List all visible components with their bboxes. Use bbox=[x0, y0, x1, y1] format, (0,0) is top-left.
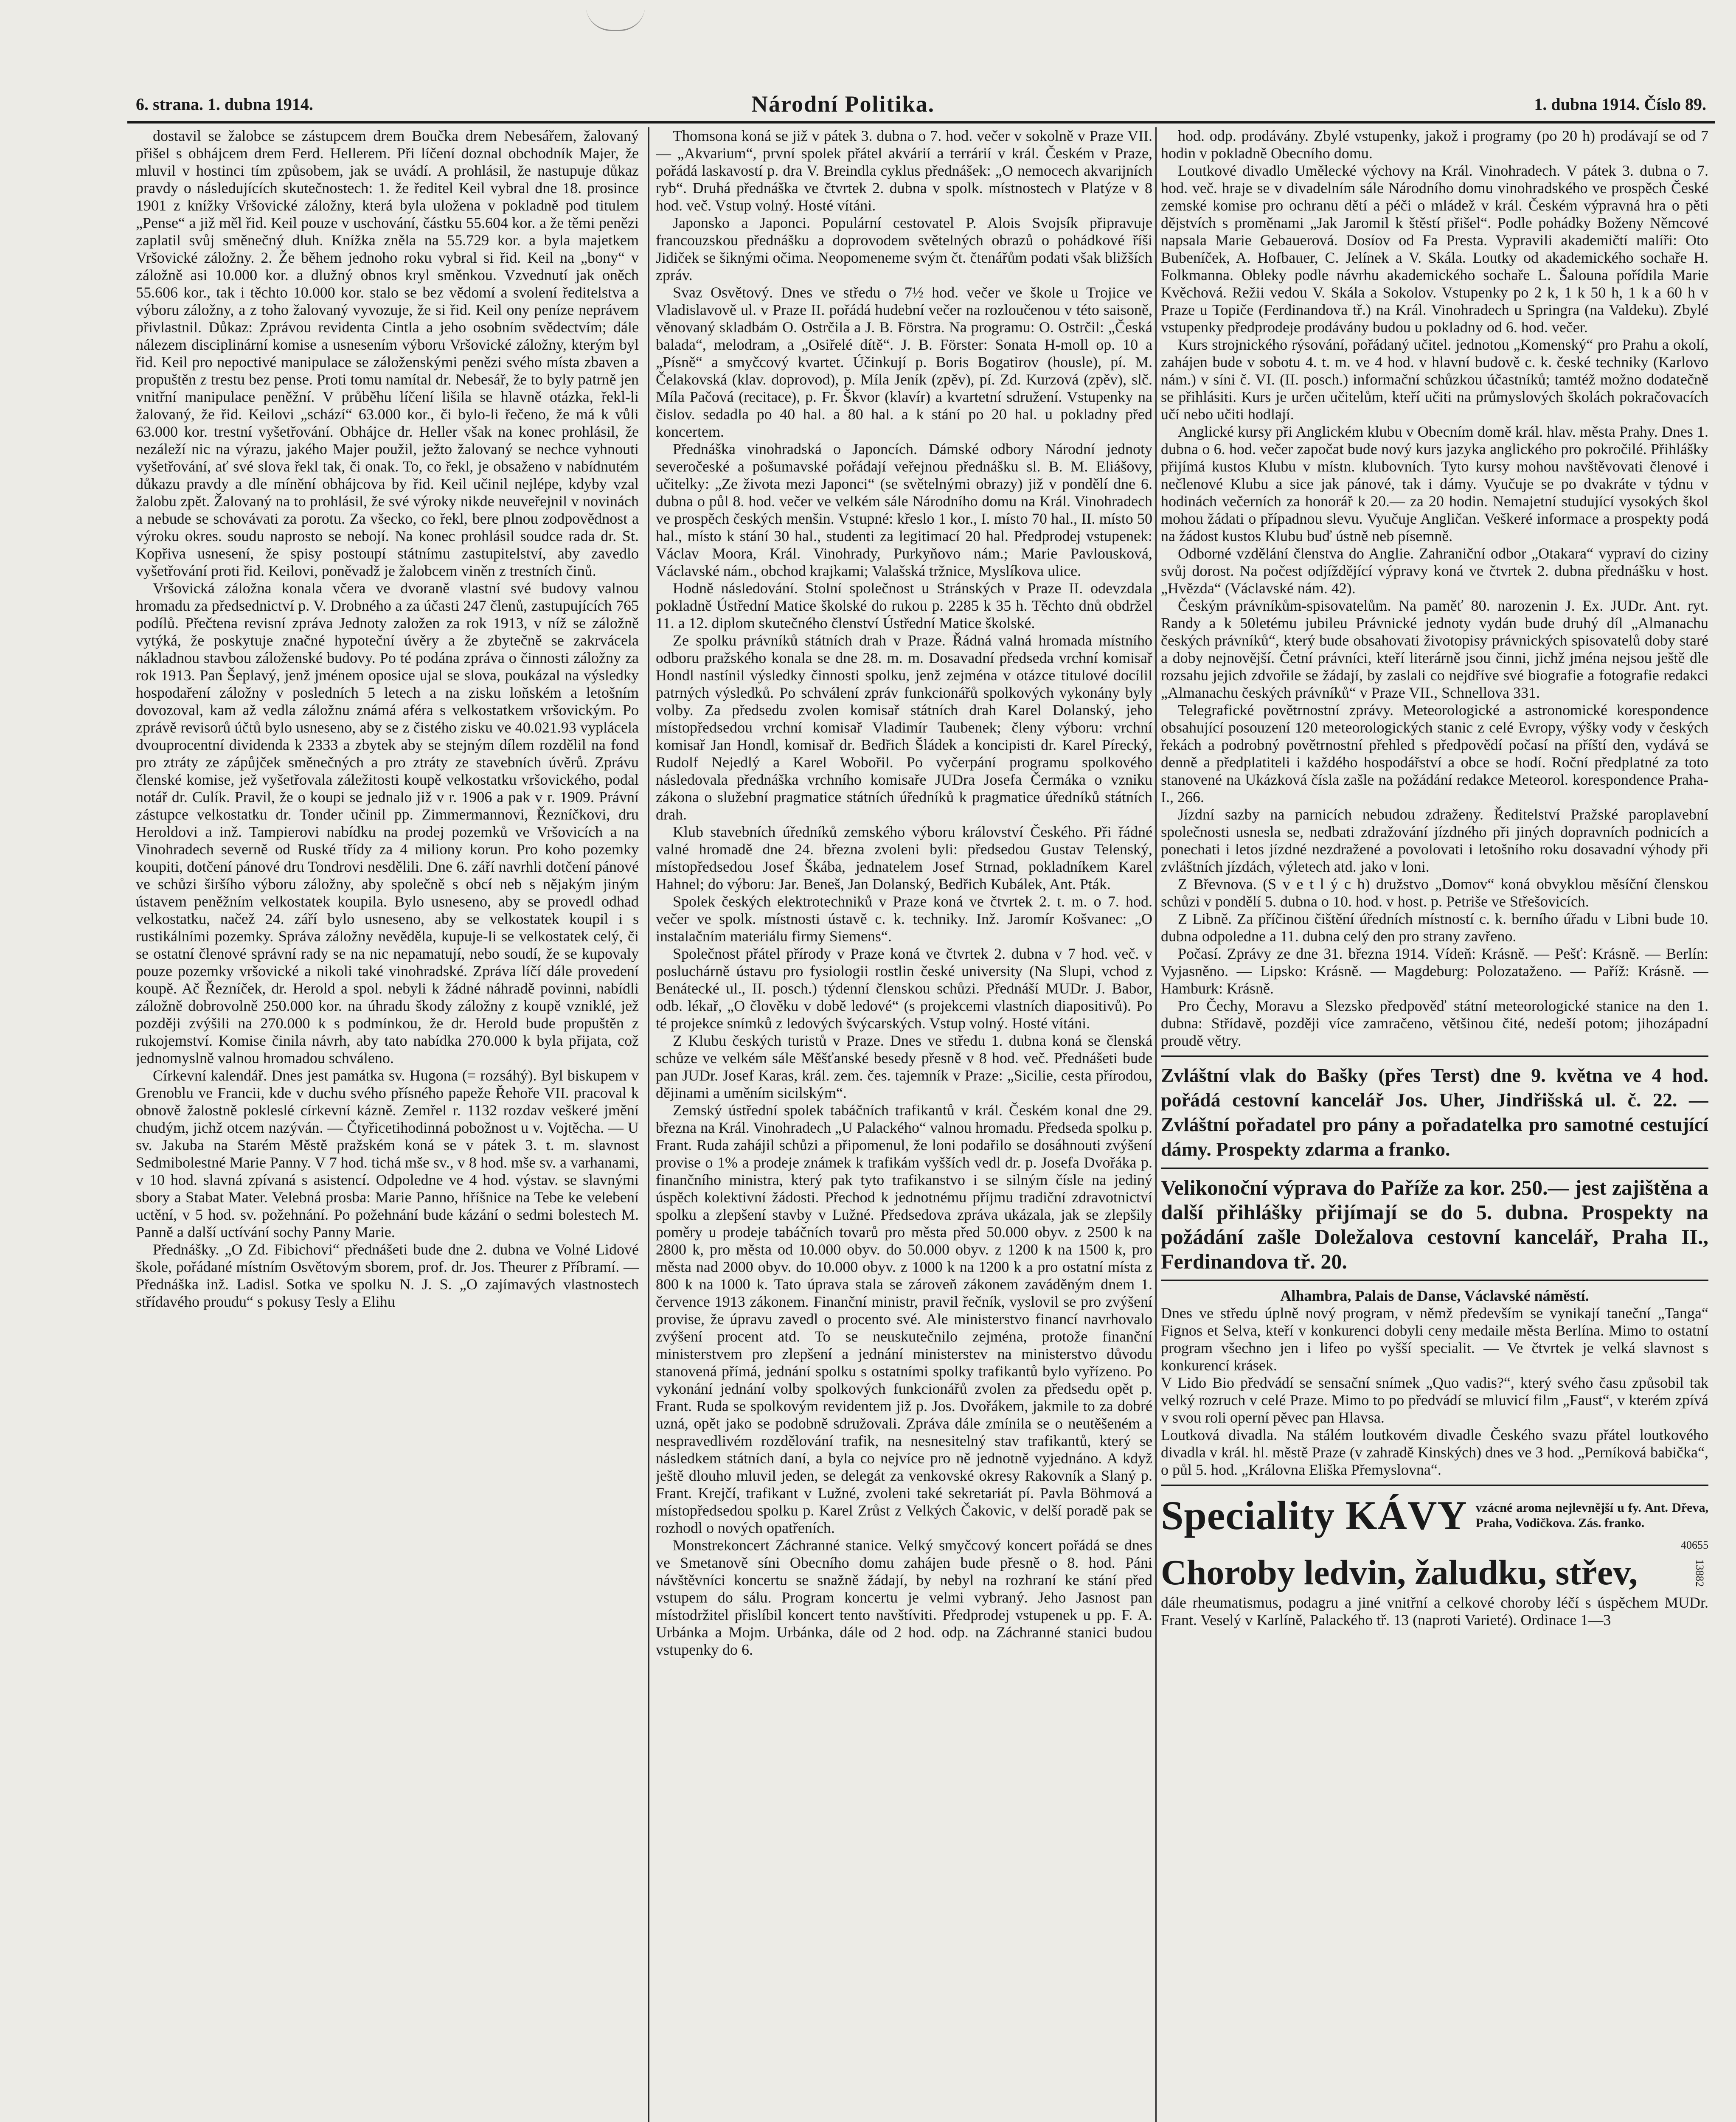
article-paragraph: Loutkové divadlo Umělecké výchovy na Král. Vinohradech. V pátek 3. dubna o 7. hod. več. hraje se v divadelním sále Národního domu vinohradského ve prospěch České zemské komise pro ochranu dětí a péči o mládež v král. Českém výpravná hra o pěti dějstvích s proměnami „Jak Jaromil k štěstí přišel“. Podle pohádky Boženy Němcové napsala Marie Gebauerová. Dosíov od Fa Presta. Vypravili akademičtí malíři: Oto Bubeníček, A. Hofbauer, C. Jelínek a V. Skála. Loutky od akademického sochaře H. Folkmanna. Obleky podle návrhu akademického sochaře L. Šalouna pořídila Marie Kvěchová. Režii vedou V. Skála a Sokolov. Vstupenky po 2 k, 1 k 50 h, 1 k a 60 h v Praze u Topiče (Ferdinandova tř.) na Král. Vinohradech u Springra (na Valdeku). Zbylé vstupenky předprodeje prodávány budou u pokladny od 6. hod. večer. bbox=[1161, 162, 1708, 336]
ad-basky: Zvláštní vlak do Bašky (přes Terst) dne 9. května ve 4 hod. pořádá cestovní kancelář Jos. Uher, Jindřišská ul. č. 22. — Zvláštní pořadatel pro pány a pořadatelka pro samotné cestující dámy. Prospekty zdarma a franko. bbox=[1161, 1064, 1708, 1160]
article-paragraph: Z Libně. Za příčinou čištění úředních místností c. k. berního úřadu v Libni bude 10. dubna odpoledne a 11. dubna celý den pro strany zavřeno. bbox=[1161, 910, 1708, 945]
column-2 bbox=[656, 127, 1152, 2122]
article-paragraph: Svaz Osvětový. Dnes ve středu o 7½ hod. večer ve škole u Trojice ve Vladislavově ul. v Praze II. pořádá hudební večer na rozloučenou v této saisoně, věnovaný skladbám O. Ostrčila a J. B. Förstra. Na programu: O. Ostrčil: „Česká balada“, melodram, a „Osiřelé dítě“. J. B. Förster: Sonata H-moll op. 10 a „Písně“ a smyčcový kvartet. Účinkují p. Boris Bogatirov (housle), pí. M. Čelakovská (klav. doprovod), p. Míla Jeník (zpěv), pí. Zd. Kurzová (zpěv), slč. Míla Pačová (recitace), p. Fr. Škvor (klavír) a kvartetní sdružení. Vstupenky na čislov. sedadla po 40 hal. a 80 hal. a k stání po 20 hal. u pokladny před koncertem. bbox=[656, 284, 1152, 440]
column-divider-2 bbox=[1155, 127, 1157, 2122]
article-paragraph: Společnost přátel přírody v Praze koná ve čtvrtek 2. dubna v 7 hod. več. v posluchárně ústavu pro fysiologii rostlin české university (Na Slupi, vchod z Benátecké ul., II. posch.) týdenní členskou schůzi. Přednáší MUDr. J. Babor, odb. lékař, „O člověku v době ledové“ (s projekcemi vlastních diapositivů). Po té projekce snímků z ledových švýcarských. Vstup volný. Hosté vítáni. bbox=[656, 945, 1152, 1032]
page-header bbox=[136, 91, 1706, 124]
article-paragraph: dostavil se žalobce se zástupcem drem Boučka drem Nebesářem, žalovaný přišel s obhájcem drem Ferd. Hellerem. Při líčení doznal obchodník Majer, že mluvil v hostinci tím způsobem, jak se uvádí. A prohlásil, že nastupuje důkaz pravdy o následujících skutečnostech: 1. že ředitel Keil vybral dne 18. prosince 1901 z knížky Vršovické záložny, která byla uložena v pokladně pod titulem „Pense“ a již měl řid. Keil pouze v uschování, částku 55.604 kor. a že těmi penězi zaplatil svůj směnečný dluh. Knížka zněla na 55.729 kor. a byla majetkem Vršovické záložny. 2. Že během jednoho roku vybral si řid. Keil na „bony“ v záložně asi 10.000 kor. a dlužný obnos kryl směnkou. Vzvednutí jak oněch 55.606 kor., tak i těchto 10.000 kor. stalo se bez vědomí a svolení ředitelstva a výboru záložny, a z toho žalovaný vyvozuje, že si řid. Keil ony peníze neprávem přivlastnil. Důkaz: Zprávou revidenta Cintla a jeho osobním svědectvím; dále nálezem disciplinární komise a usnesením výboru Vršovické záložny, kterým byl řid. Keil pro nepoctivé manipulace se záloženskými penězi svého místa zbaven a propuštěn z trestu bez pense. Proti tomu namítal dr. Nebesář, že to byly patrně jen vnitřní manipulace peněžní. V průběhu líčení lišila se hlavně otázka, řekl-li žalovaný, že řid. Keilovi „schází“ 63.000 kor., či bylo-li řečeno, že má k vůli 63.000 kor. trestní vyšetřování. Obhájce dr. Heller však na konec prohlásil, že nezáleží nic na výrazu, jakého Majer použil, ježto žalovaný se nechce vyhnouti vyšetřování, ať své slova řekl tak, či onak. To, co řekl, je obsaženo v nabídnutém důkazu pravdy a dle mínění obhájcova by řid. Keil učinil nejlépe, kdyby vzal žalobu zpět. Žalovaný na to prohlásil, že své výroky nikde neuveřejnil v novinách a nebude se schovávati za porotu. Za všecko, co řekl, bere plnou zodpovědnost a výroku okres. soudu naprosto se nebojí. Na konec prohlásil soudce rada dr. St. Kopřiva usnesení, že spisy postoupí státnímu zastupitelství, aby zavedlo vyšetřování proti řid. Keilovi, poněvadž je žalobcem viněn z trestních činů. bbox=[136, 127, 639, 579]
ad-alhambra: Dnes ve středu úplně nový program, v němž především se vynikají taneční „Tanga“ Fignos et Selva, kteří v konkurenci dobyli ceny medaile města Berlína. Mimo to ostatní program všechno jen i lifeo po vyšší specialit. — Ve čtvrtek je velká slavnost s konkurencí krásek. bbox=[1161, 1305, 1708, 1374]
header-date-left: 6. strana. 1. dubna 1914. bbox=[136, 95, 313, 114]
ad-choroby-title: Choroby ledvin, žaludku, střev, bbox=[1161, 1553, 1638, 1592]
ad-kava-text: vzácné aroma nejlevnější u fy. Ant. Dřeva, Praha, Vodičkova. Zás. franko. bbox=[1475, 1501, 1708, 1530]
article-paragraph: Telegrafické povětrnostní zprávy. Meteorologické a astronomické korespondence obsahující posouzení 120 meteorologických stanic z celé Evropy, výšky vody v českých řekách a podrobný povětrnostní přehled s předpovědí počasí na příští den, vydává se denně a předplatiteli i každého hospodářství a obce se hodí. Roční předplatné za toto stanovené na Ukázková čísla zašle na požádání redakce Meteorol. korespondence Praha-I., 266. bbox=[1161, 702, 1708, 806]
article-paragraph: Monstrekoncert Záchranné stanice. Velký smyčcový koncert pořádá se dnes ve Smetanově síni Obecního domu zahájen bude přesně o 8. hod. Páni návštěvníci koncertu se snažně žádají, by nebyl na rozhraní ke stání před vstupem do sálu. Program koncertu je velmi vybraný. Jeho Jasnost pan místodržitel přislíbil koncert tento navštíviti. Předprodej vstupenek u pp. F. A. Urbánka a Mojm. Urbánka, dále od 2 hod. odp. na Záchranné stanici budou vstupenky do 6. bbox=[656, 1537, 1152, 1658]
article-paragraph: Hodně následování. Stolní společnost u Stránských v Praze II. odevzdala pokladně Ústřední Matice školské do rukou p. 2285 k 35 h. Těchto dnů obdržel 11. a 12. diplom skutečného členství Ústřední Matice školské. bbox=[656, 580, 1152, 632]
ad-kava bbox=[1161, 1492, 1708, 1539]
article-paragraph: Thomsona koná se již v pátek 3. dubna o 7. hod. večer v sokolně v Praze VII. — „Akvarium“, první spolek přátel akvárií a terrárií v král. Českém v Praze, pořádá laskavostí p. dra V. Breindla cyklus přednášek: „O nemocech akvarijních ryb“. Druhá přednáška ve čtvrtek 2. dubna v spolk. místnostech v Platýze v 8 hod. več. Vstup volný. Hosté vítáni. bbox=[656, 127, 1152, 214]
column-1 bbox=[136, 127, 639, 2122]
article-paragraph: Zemský ústřední spolek tabáčních trafikantů v král. Českém konal dne 29. března na Král. Vinohradech „U Palackého“ valnou hromadu. Předseda spolku p. Frant. Ruda zahájil schůzi a připomenul, že loni podařilo se dosáhnouti zvýšení provise o 1% a prodeje známek k trafikám vyšších vedl dr. p. Josefa Dvořáka p. finančního ministra, který pak tyto trafikanstvo i se silným čísle na jediný úspěch kolektivní žádosti. Přechod k jednotnému příjmu tradiční zdravotnictví spolku a zlepšení stavby v Lužné. Předsedova zpráva ukázala, jak se zlepšily poměry u prodeje tabáčních tovarů pro města před 50.000 obyv. z 2500 k na 2800 k, pro města od 10.000 obyv. do 50.000 obyv. z 1200 k na 1500 k, pro města nad 2000 obyv. do 10.000 obyv. z 1000 k na 1200 k a pro ostatní místa z 800 k na 1000 k. Tato úprava stala se zároveň zákonem zaváděným dnem 1. července 1913 zákonem. Finanční ministr, pravil řečník, vyslovil se pro zvýšení provise, že úpravu zavedl o procento své. Ale ministerstvo financí navrhovalo zvýšení procent atd. To se neuskutečnilo zejména, protože finanční ministerstvem pro zlepšení a jednání ministerstev na ministerstvo důvodu stanovená přímá, jednání spolku s ostatními spolky trafikantů bylo vyřízeno. Po vykonání jednání volby spolkových funkcionářů zvolen za předsedu opět p. Frant. Ruda se spolkovým revidentem již p. Jos. Dvořákem, jakmile to za dobré uzná, opět jako se podobně sdružovali. Zpráva dále zmínila se o neutěšeném a nespravedlivém rozdělování trafik, na nesnesitelný stav trafikantů, který se následkem státních daní, a byla co nejvíce pro ně jednotně vyjednáno. A když ještě dlouho mluvil jeden, se delegát za venkovské okresy Rakovník a Slaný p. Frant. Krejčí, trafikant v Lužné, zvoleni také sekretariát pí. Pavla Böhmová a místopředsedou spolku p. Karel Zrůst z Velkých Čakovic, v delší poradě pak se rozhodl o nových opatřeních. bbox=[656, 1102, 1152, 1536]
ad-code: 40655 bbox=[1681, 1539, 1708, 1551]
article-paragraph: Církevní kalendář. Dnes jest památka sv. Hugona (= rozsáhý). Byl biskupem v Grenoblu ve Francii, kde v duchu svého přísného papeže Řehoře VII. pracoval k obnově žalostně pokleslé církevní kázně. Zemřel r. 1132 rozdav veškeré jmění chudým, jichž otcem nazýván. — Čtyřicetihodinná pobožnost u v. Vojtěcha. — U sv. Jakuba na Starém Městě pražském koná se v pátek 3. t. m. slavnost Sedmibolestné Marie Panny. V 7 hod. tichá mše sv., v 8 hod. mše sv. a varhanami, v 10 hod. slavná zpívaná s asistencí. Odpoledne ve 4 hod. výstav. se slavnými sbory a Stabat Mater. Velebná prosba: Marie Panno, hříšnice na Tebe ke velebení uctění, v 5 hod. sv. požehnání. Po požehnání bude kázání o sedmi bolestech M. Panně a další uctívání sochy Panny Marie. bbox=[136, 1067, 639, 1241]
ad-code-vertical: 13882 bbox=[1694, 1559, 1706, 1587]
article-paragraph: Klub stavebních úředníků zemského výboru království Českého. Při řádné valné hromadě dne 24. března zvoleni byli: předsedou Gustav Telenský, místopředsedou Josef Škába, jednatelem Josef Strnad, pokladníkem Karel Hahnel; do výboru: Jar. Beneš, Jan Dolanský, Bedřich Kubálek, Ant. Pták. bbox=[656, 823, 1152, 893]
ad-lido: V Lido Bio předvádí se sensační snímek „Quo vadis?“, který svého času způsobil tak velký rozruch v celé Praze. Mimo to po předvádí se mluvicí film „Faust“, v kterém zpívá v svou roli operní pěvec pan Hlavsa. bbox=[1161, 1374, 1708, 1426]
column-divider-1 bbox=[648, 127, 649, 2122]
header-date-right: 1. dubna 1914. Číslo 89. bbox=[1534, 95, 1706, 114]
article-paragraph: Přednášky. „O Zd. Fibichovi“ přednášeti bude dne 2. dubna ve Volné Lidové škole, pořádané místním Osvětovým sborem, prof. dr. Jos. Theurer z Příbramí. — Přednáška inž. Ladisl. Sotka ve spolku N. J. S. „O zajímavých vlastnostech střídavého proudu“ s pokusy Tesly a Elihu bbox=[136, 1241, 639, 1310]
ad-pariz: Velikonoční výprava do Paříže za kor. 250.— jest zajištěna a další přihlášky přijímají se do 5. dubna. Prospekty na požádání zašle Doležalova cestovní kancelář, Praha II., Ferdinandova tř. 20. bbox=[1161, 1176, 1708, 1273]
ad-alhambra-title: Alhambra, Palais de Danse, Václavské náměstí. bbox=[1280, 1287, 1589, 1304]
ad-divider bbox=[1161, 1485, 1708, 1486]
article-paragraph: Jízdní sazby na parnicích nebudou zdraženy. Ředitelství Pražské paroplavební společnosti usnesla se, nedbati zdražování jízdného při jiných dopravních podnicích a ponechati i letos jízdné nezdražené a povolovati i letošního roku dosavadní výhody při zvláštních jízdách, výletech atd. jako v loni. bbox=[1161, 806, 1708, 875]
article-paragraph: hod. odp. prodávány. Zbylé vstupenky, jakož i programy (po 20 h) prodávají se od 7 hodin v pokladně Obecního domu. bbox=[1161, 127, 1708, 162]
article-paragraph: Odborné vzdělání členstva do Anglie. Zahraniční odbor „Otakara“ vypraví do ciziny svůj dorost. Na počest odjíždějící výpravy koná ve čtvrtek 2. dubna přednášku v host. „Hvězda“ (Václavské nám. 42). bbox=[1161, 545, 1708, 597]
ad-choroby-text: dále rheumatismus, podagru a jiné vnitřní a celkové choroby léčí s úspěchem MUDr. Frant. Veselý v Karlíně, Palackého tř. 13 (naproti Varieté). Ordinace 1—3 bbox=[1161, 1594, 1708, 1628]
ad-loutky: Loutková divadla. Na stálém loutkovém divadle Českého svazu přátel loutkového divadla v král. hl. městě Praze (v zahradě Kinských) dnes ve 3 hod. „Perníková babička“, o půl 5. hod. „Královna Eliška Přemyslovna“. bbox=[1161, 1426, 1708, 1478]
article-paragraph: Spolek českých elektrotechniků v Praze koná ve čtvrtek 2. t. m. o 7. hod. večer ve spolk. místnosti ústavě c. k. techniky. Inž. Jaromír Košvanec: „O instalačním materiálu firmy Siemens“. bbox=[656, 893, 1152, 945]
article-paragraph: Z Klubu českých turistů v Praze. Dnes ve středu 1. dubna koná se členská schůze ve velkém sále Měšťanské besedy přesně v 8 hod. več. Přednášeti bude pan JUDr. Josef Karas, král. zem. čes. tajemník v Praze: „Sicilie, cesta přírodou, dějinami a uměním sicilským“. bbox=[656, 1032, 1152, 1101]
page-fold-mark bbox=[586, 4, 645, 31]
header-rule bbox=[127, 121, 1715, 124]
ad-divider bbox=[1161, 1168, 1708, 1169]
article-paragraph: Pro Čechy, Moravu a Slezsko předpověď státní meteorologické stanice na den 1. dubna: Střídavě, později více zamračeno, většinou čité, nedeší potom; jihozápadní proudě větry. bbox=[1161, 997, 1708, 1049]
article-paragraph: Českým právníkům-spisovatelům. Na paměť 80. narozenin J. Ex. JUDr. Ant. ryt. Randy a k 50letému jubileu Právnické jednoty vydán bude druhý díl „Almanachu českých právníků“, který bude obsahovati životopisy právnických spisovatelů doby staré a doby nejnovější. Četní právníci, kteří literárně jsou činni, jichž jména nejsou ještě dle rozsahu jejich zdvořile se žádají, by zaslali co nejdříve své biografie a fotografie redakci „Almanachu českých právníků“ v Praze VII., Schnellova 331. bbox=[1161, 597, 1708, 701]
ad-choroby bbox=[1161, 1552, 1708, 1594]
article-paragraph: Z Břevnova. (S v e t l ý c h) družstvo „Domov“ koná obvyklou měsíční členskou schůzi v pondělí 5. dubna o 10. hod. v host. p. Petriše ve Střešovicích. bbox=[1161, 876, 1708, 910]
article-paragraph: Anglické kursy při Anglickém klubu v Obecním domě král. hlav. města Prahy. Dnes 1. dubna o 6. hod. večer započat bude nový kurs jazyka anglického pro pokročilé. Přihlášky přijímá kustos Klubu v místn. klubovních. Tyto kursy mohou navštěvovati členové i nečlenové Klubu a sice jak pánové, tak i dámy. Vyučuje se po dvakráte v týdnu v hodinách večerních za honorář k 20.— za 20 hodin. Nemajetní studující vysokých škol mohou žádati o případnou slevu. Vyučuje Angličan. Veškeré informace a prospekty podá na žádost kustos Klubu buď ústně neb písemně. bbox=[1161, 423, 1708, 545]
article-paragraph: Ze spolku právníků státních drah v Praze. Řádná valná hromada místního odboru pražského konala se dne 28. m. m. Dosavadní předseda vrchní komisař Hondl nastínil výsledky činnosti spolku, jenž zejména v otázce titulové docílil patrných výsledků. Po schválení zpráv funkcionářů spolkových vykonány byly volby. Za předsedu zvolen komisař státních drah Karel Dolanský, jeho místopředsedou vrchní komisař Vladimír Taubenek; členy výboru: vrchní komisař Jan Hondl, komisař dr. Bedřich Šládek a koncipisti dr. Karel Pírecký, Rudolf Nejedlý a Karel Wobořil. Po vyčerpání programu spolkového následovala přednáška vrchního komisaře JUDra Josefa Čermáka o vzniku zákona o služební pragmatice státních úředníků k pragmatice úředníků státních drah. bbox=[656, 632, 1152, 823]
column-3 bbox=[1161, 127, 1708, 2122]
ad-divider bbox=[1161, 1280, 1708, 1281]
article-paragraph: Japonsko a Japonci. Populární cestovatel P. Alois Svojsík připravuje francouzskou přednášku a doprovodem světelných obrazů o pohádkové říši Jidiček se šiknými očima. Neopomeneme svým čt. čtenářům podati však bližších zpráv. bbox=[656, 214, 1152, 283]
article-paragraph: Kurs strojnického rýsování, pořádaný učitel. jednotou „Komenský“ pro Prahu a okolí, zahájen bude v sobotu 4. t. m. ve 4 hod. v hlavní budově c. k. české techniky (Karlovo nám.) v síni č. VI. (II. posch.) informační schůzkou účastníků; tamtéž možno dodatečně se přihlásiti. Kurs je určen učitelům, kteří učiti na průmyslových školách pokračovacích učí nebo učiti hodlají. bbox=[1161, 336, 1708, 423]
article-paragraph: Vršovická záložna konala včera ve dvoraně vlastní své budovy valnou hromadu za předsednictví p. V. Drobného a za účasti 247 členů, zastupujících 765 podílů. Přečtena revisní zpráva Jednoty založen za rok 1913, v níž se záložně vytýká, že poskytuje značné hypoteční úvěry a že zbytečně se zakrvácela nákladnou stavbou záloženské budovy. Po té podána zpráva o činnosti záložny za rok 1913. Pan Šeplavý, jenž jménem oposice ujal se slova, poukázal na výsledky hospodaření záložny v posledních 5 letech a na zisku loňském a letošním dovozoval, kam až vedla záložnu známá aféra s velkostatkem vršovickým. Po zprávě revisorů účtů bylo usneseno, aby se z čistého zisku ve 40.021.93 vyplácela dvouprocentní dividenda k 2333 a zbytek aby se stejným dílem rozdělil na fond pro ztráty ze zápůjček směnečných a pro ztráty ze stavebních úvěrů. Zprávu členské komise, jež vyšetřovala záležitosti koupě velkostatku vršovického, podal notář dr. Culík. Pravil, že o koupi se jednalo již v r. 1906 a pak v r. 1909. Právní zástupce velkostatku dr. Tonder učinil pp. Zimmermannovi, Řezníčkovi, dru Heroldovi a inž. Tampierovi nabídku na prodej pozemků ve Vršovicích a na Vinohradech severně od Ruské třídy za 4 miliony korun. Pro koho pozemky koupiti, dotčení pánové dru Tondrovi nesdělili. Dne 6. září navrhli dotčení pánové ve schůzi širšího výboru záložny, aby společně s obcí neb s nějakým jiným ústavem peněžním velkostatek koupila. Bylo usneseno, aby se provedl odhad velkostatku, načež 24. září bylo usneseno, aby se velkostatek koupil i s rustikálními pozemky. Správa záložny nevěděla, kupuje-li se velkostatek celý, či se ostatní členové správní rady se na nic nepamatují, nebo soudí, že se kupovaly pouze pozemky vršovické a nikoli také vinohradské. Zpráva líčí dále provedení koupě. Ač Řezníček, dr. Herold a spol. nebyli k žádné náhradě povinni, nabídli záložně dobrovolně 250.000 kor. na úhradu škody záložny z koupě vzniklé, jež později zvýšili na 270.000 k s podmínkou, že dr. Herold bude propuštěn z rukojemství. Komise činila návrh, aby tato nabídka 270.000 k byla přijata, což jednomyslně valnou hromadou schváleno. bbox=[136, 580, 639, 1067]
newspaper-title: Národní Politika. bbox=[751, 91, 935, 117]
article-paragraph: Přednáška vinohradská o Japoncích. Dámské odbory Národní jednoty severočeské a pošumavské pořádají veřejnou přednášku sl. B. M. Eliášovy, učitelky: „Ze života mezi Japonci“ (se světelnými obrazy) již v pondělí dne 6. dubna o půl 8. hod. večer ve velkém sále Národního domu na Král. Vinohradech ve prospěch českých menšin. Vstupné: křeslo 1 kor., I. místo 70 hal., II. místo 50 hal., místo k stání 30 hal., studenti za legitimací 20 hal. Předprodej vstupenek: Václav Moora, Král. Vinohrady, Purkyňovo nám.; Marie Pavlousková, Václavské nám., obchod krajkami; Valašská tržnice, Myslíkova ulice. bbox=[656, 441, 1152, 579]
ad-divider bbox=[1161, 1055, 1708, 1057]
article-paragraph: Počasí. Zprávy ze dne 31. března 1914. Vídeň: Krásně. — Pešť: Krásně. — Berlín: Vyjasněno. — Lipsko: Krásně. — Magdeburg: Polozataženo. — Paříž: Krásně. — Hamburk: Krásně. bbox=[1161, 945, 1708, 997]
ad-kava-title: Speciality KÁVY bbox=[1161, 1493, 1467, 1538]
advertisements bbox=[1161, 1055, 1708, 1629]
